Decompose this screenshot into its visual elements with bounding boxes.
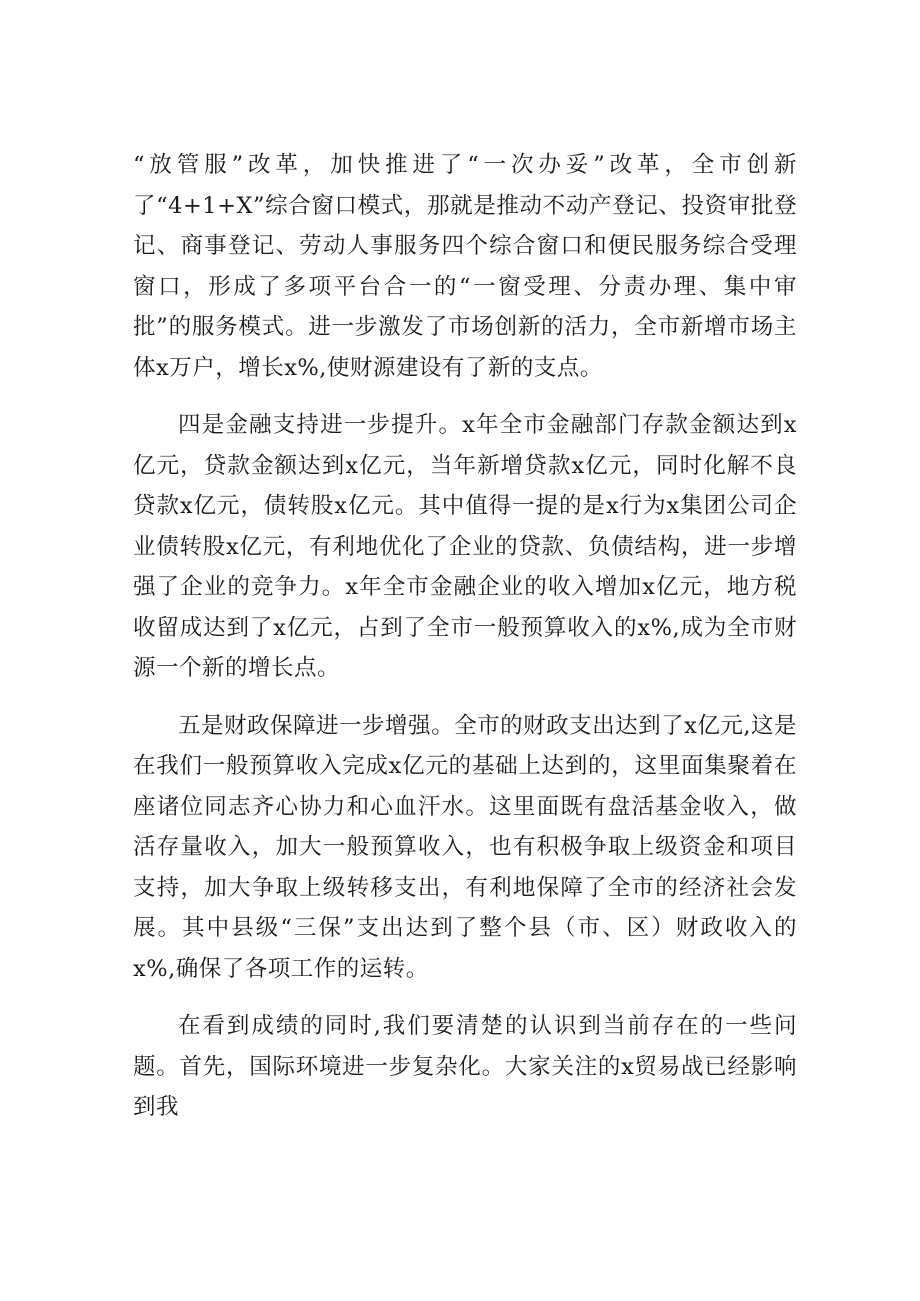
paragraph-fiscal-guarantee: 五是财政保障进一步增强。全市的财政支出达到了x亿元,这是在我们一般预算收入完成x亿元的基础上达到的，这里面集聚着在座诸位同志齐心协力和心血汗水。这里面既有盘活基金收入，做活存量收入，加大一般预算收入，也有积极争取上级资金和项目支持，加大争取上级转移支出，有利地保障了全市的经济社会发展。其中县级“三保”支出达到了整个县（市、区）财政收入的x%,确保了各项工作的运转。: [133, 712, 797, 982]
paragraph-finance-support: 四是金融支持进一步提升。x年全市金融部门存款金额达到x亿元，贷款金额达到x亿元，当年新增贷款x亿元，同时化解不良贷款x亿元，债转股x亿元。其中值得一提的是x行为x集团公司企业债转股x亿元，有利地优化了企业的贷款、负债结构，进一步增强了企业的竞争力。x年全市金融企业的收入增加x亿元，地方税收留成达到了x亿元，占到了全市一般预算收入的x%,成为全市财源一个新的增长点。: [133, 412, 797, 681]
body-text: [133, 145, 797, 1145]
paragraph-problems: 在看到成绩的同时,我们要清楚的认识到当前存在的一些问题。首先，国际环境进一步复杂化。大家关注的x贸易战已经影响到我: [133, 1013, 797, 1120]
paragraph-reform: “放管服”改革，加快推进了“一次办妥”改革，全市创新了“4+1+X”综合窗口模式，那就是推动不动产登记、投资审批登记、商事登记、劳动人事服务四个综合窗口和便民服务综合受理窗口，形成了多项平台合一的“一窗受理、分责办理、集中审批”的服务模式。进一步激发了市场创新的活力，全市新增市场主体x万户，增长x%,使财源建设有了新的支点。: [133, 152, 797, 381]
